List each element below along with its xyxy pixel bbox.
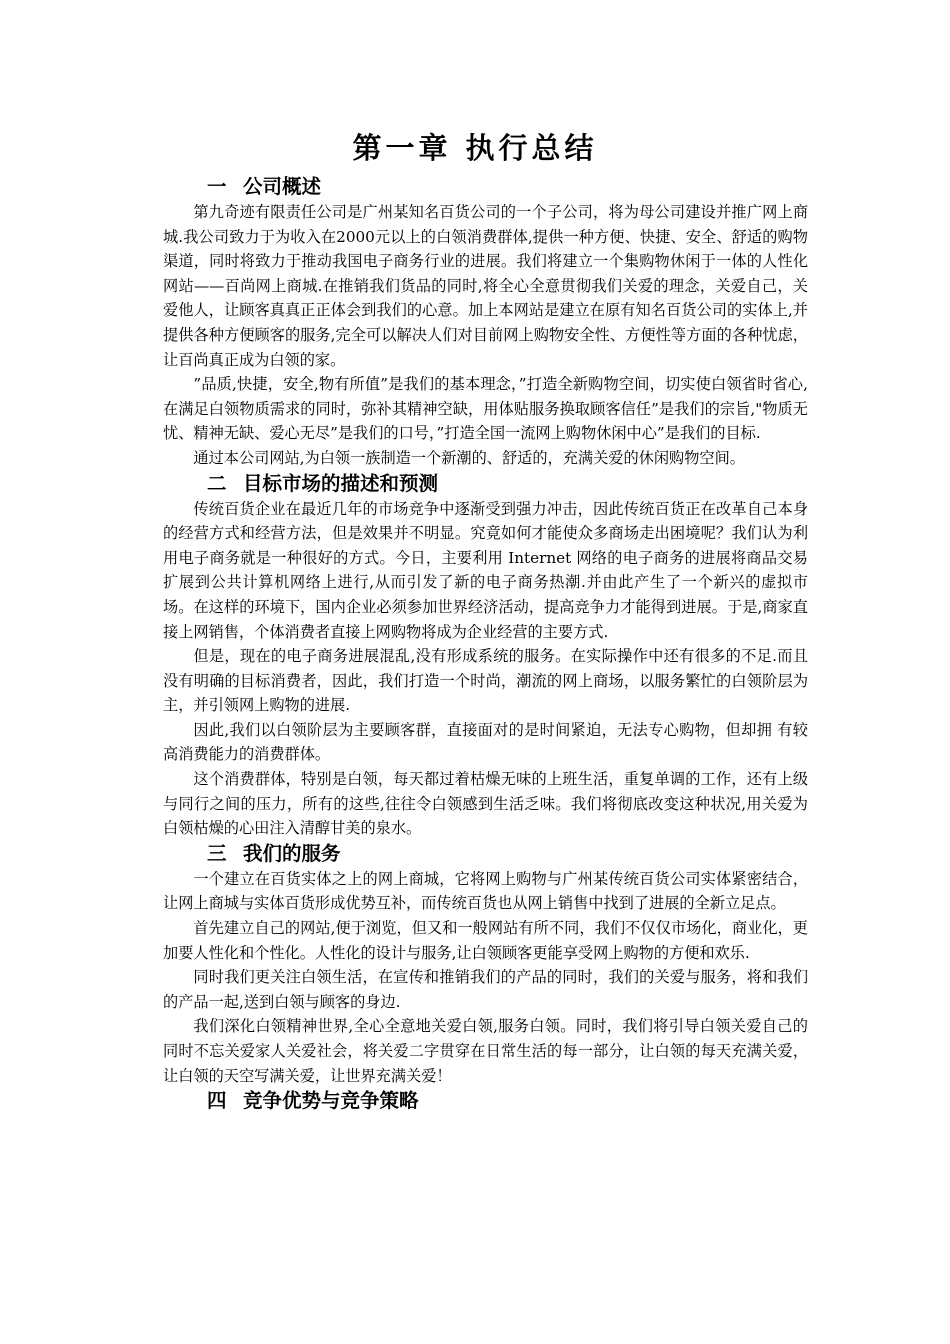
section-heading (163, 1088, 808, 1114)
paragraph: 我们深化白领精神世界,全心全意地关爱白领,服务白领。同时，我们将引导白领关爱自己的同时不忘关爱家人关爱社会，将关爱二字贯穿在日常生活的每一部分，让白领的每天充满关爱，让白领的天空写满关爱，让世界充满关爱！ (163, 1017, 808, 1085)
paragraph: 同时我们更关注白领生活，在宣传和推销我们的产品的同时，我们的关爱与服务，将和我们的产品一起,送到白领与顾客的身边. (163, 968, 808, 1011)
paragraph: 首先建立自己的网站,便于浏览，但又和一般网站有所不同，我们不仅仅市场化，商业化，更加要人性化和个性化。人性化的设计与服务,让白领顾客更能享受网上购物的方便和欢乐. (163, 919, 808, 962)
section-title: 公司概述 (243, 175, 322, 198)
paragraph: 第九奇迹有限责任公司是广州某知名百货公司的一个子公司，将为母公司建设并推广网上商城.我公司致力于为收入在2000元以上的白领消费群体,提供一种方便、快捷、安全、舒适的购物渠道，同时将致力于推动我国电子商务行业的进展。我们将建立一个集购物休闲于一体的人性化网站——百尚网上商城.在推销我们货品的同时,将全心全意贯彻我们关爱的理念，关爱自己，关爱他人，让顾客真真正正体会到我们的心意。加上本网站是建立在原有知名百货公司的实体上,并提供各种方便顾客的服务,完全可以解决人们对目前网上购物安全性、方便性等方面的各种忧虑，让百尚真正成为白领的家。 (163, 203, 808, 369)
paragraph: 因此,我们以白领阶层为主要顾客群，直接面对的是时间紧迫，无法专心购物，但却拥 有较高消费能力的消费群体。 (163, 720, 808, 764)
section-number: 二 (207, 471, 227, 495)
paragraph: 但是，现在的电子商务进展混乱,没有形成系统的服务。在实际操作中还有很多的不足.而且没有明确的目标消费者，因此，我们打造一个时尚，潮流的网上商场，以服务繁忙的白领阶层为主，并引领网上购物的进展. (163, 647, 808, 715)
chapter-title: 第一章 执行总结 (352, 131, 598, 165)
paragraph: 一个建立在百货实体之上的网上商城，它将网上购物与广州某传统百货公司实体紧密结合，让网上商城与实体百货形成优势互补，而传统百货也从网上销售中找到了进展的全新立足点。 (163, 869, 808, 913)
section-title: 目标市场的描述和预测 (243, 471, 439, 495)
paragraph: 传统百货企业在最近几年的市场竞争中逐渐受到强力冲击，因此传统百货正在改革自己本身的经营方式和经营方法，但是效果并不明显。究竟如何才能使众多商场走出困境呢？我们认为利用电子商务就是一种很好的方式。今日，主要利用 Internet 网络的电子商务的进展将商品交易扩展到公共计算机网络上进行,从而引发了新的电子商务热潮.并由此产生了一个新兴的虚拟市场。在这样的环境下，国内企业必须参加世界经济活动，提高竞争力才能得到进展。于是,商家直接上网销售，个体消费者直接上网购物将成为企业经营的主要方式. (163, 499, 808, 641)
paragraph: 通过本公司网站,为白领一族制造一个新潮的、舒适的，充满关爱的休闲购物空间。 (193, 448, 745, 467)
section-heading (163, 174, 808, 200)
section-title: 竞争优势与竞争策略 (243, 1089, 419, 1113)
paragraph: ”品质,快捷，安全,物有所值”是我们的基本理念，”打造全新购物空间，切实使白领省时省心,在满足白领物质需求的同时，弥补其精神空缺，用体贴服务换取顾客信任”是我们的宗旨,"物质无忧、精神无缺、爱心无尽”是我们的口号，”打造全国一流网上购物休闲中心”是我们的目标. (163, 375, 808, 443)
section-number: 一 (207, 175, 227, 198)
document-body (163, 174, 808, 1114)
section-title: 我们的服务 (243, 841, 341, 865)
section-heading (163, 471, 808, 497)
section-heading (163, 841, 808, 867)
paragraph: 这个消费群体，特别是白领，每天都过着枯燥无味的上班生活，重复单调的工作，还有上级与同行之间的压力，所有的这些,往往令白领感到生活乏味。我们将彻底改变这种状况,用关爱为白领枯燥的心田注入清醇甘美的泉水。 (163, 770, 808, 838)
section-number: 四 (207, 1089, 227, 1113)
section-number: 三 (207, 841, 227, 865)
